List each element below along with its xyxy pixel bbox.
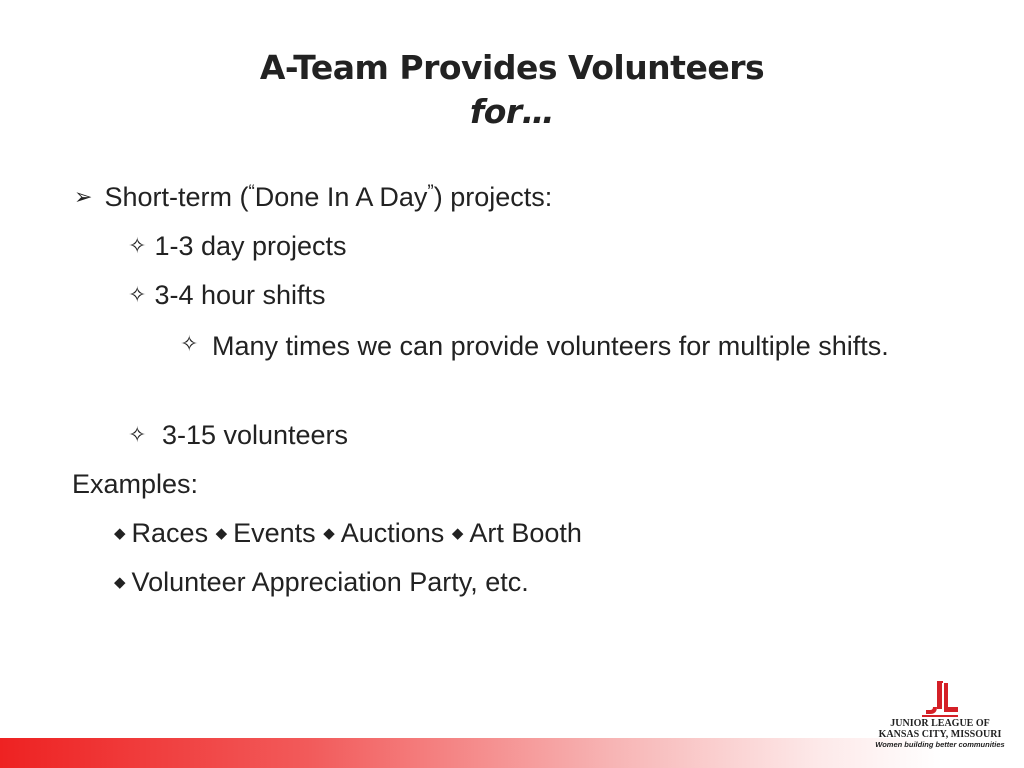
diamond-bullet-icon: ◆ xyxy=(114,525,126,542)
example-item: Volunteer Appreciation Party, etc. xyxy=(131,567,529,597)
diamond-bullet-icon: ◆ xyxy=(451,525,464,542)
logo-tagline: Women building better communities xyxy=(875,740,1005,749)
examples-row-1 xyxy=(114,516,582,555)
logo-line-2: KANSAS CITY, MISSOURI xyxy=(878,729,1002,740)
multiple-shifts-text: Many times we can provide volunteers for multiple shifts. xyxy=(212,331,889,361)
junior-league-logo xyxy=(868,680,1012,760)
volunteers-count-text: 3-15 volunteers xyxy=(154,420,349,450)
four-point-star-bullet-icon: ✧ xyxy=(180,331,199,356)
jl-monogram-icon xyxy=(920,680,960,718)
four-point-star-bullet-icon: ✧ xyxy=(128,422,147,447)
bullet-volunteers-count xyxy=(128,418,348,454)
short-term-quoted: Done In A Day xyxy=(254,182,428,212)
bullet-short-term xyxy=(74,180,552,218)
arrowhead-bullet-icon: ➢ xyxy=(74,184,93,209)
four-point-star-bullet-icon: ✧ xyxy=(128,233,147,258)
diamond-bullet-icon: ◆ xyxy=(323,525,335,542)
title-line-1: A-Team Provides Volunteers xyxy=(259,48,765,87)
short-term-suffix: ) projects: xyxy=(433,182,553,212)
example-item: Art Booth xyxy=(469,518,582,548)
examples-heading: Examples: xyxy=(72,469,199,499)
logo-line-1: JUNIOR LEAGUE OF xyxy=(890,718,990,729)
hour-shifts-text: 3-4 hour shifts xyxy=(154,280,326,310)
open-quote: “ xyxy=(248,182,255,203)
example-item: Races xyxy=(131,518,209,548)
day-projects-text: 1-3 day projects xyxy=(154,231,347,261)
bullet-multiple-shifts-icon-wrap xyxy=(180,327,206,363)
example-item: Auctions xyxy=(340,518,445,548)
short-term-prefix: Short-term ( xyxy=(104,182,249,212)
example-item: Events xyxy=(233,518,316,548)
examples-row-2 xyxy=(114,565,529,604)
bullet-day-projects xyxy=(128,229,347,265)
bullet-hour-shifts xyxy=(128,278,326,314)
diamond-bullet-icon: ◆ xyxy=(114,574,126,591)
close-quote: ” xyxy=(427,182,434,203)
diamond-bullet-icon: ◆ xyxy=(215,525,228,542)
bullet-multiple-shifts xyxy=(212,327,952,365)
title-line-2: for… xyxy=(469,92,555,131)
four-point-star-bullet-icon: ✧ xyxy=(128,282,147,307)
